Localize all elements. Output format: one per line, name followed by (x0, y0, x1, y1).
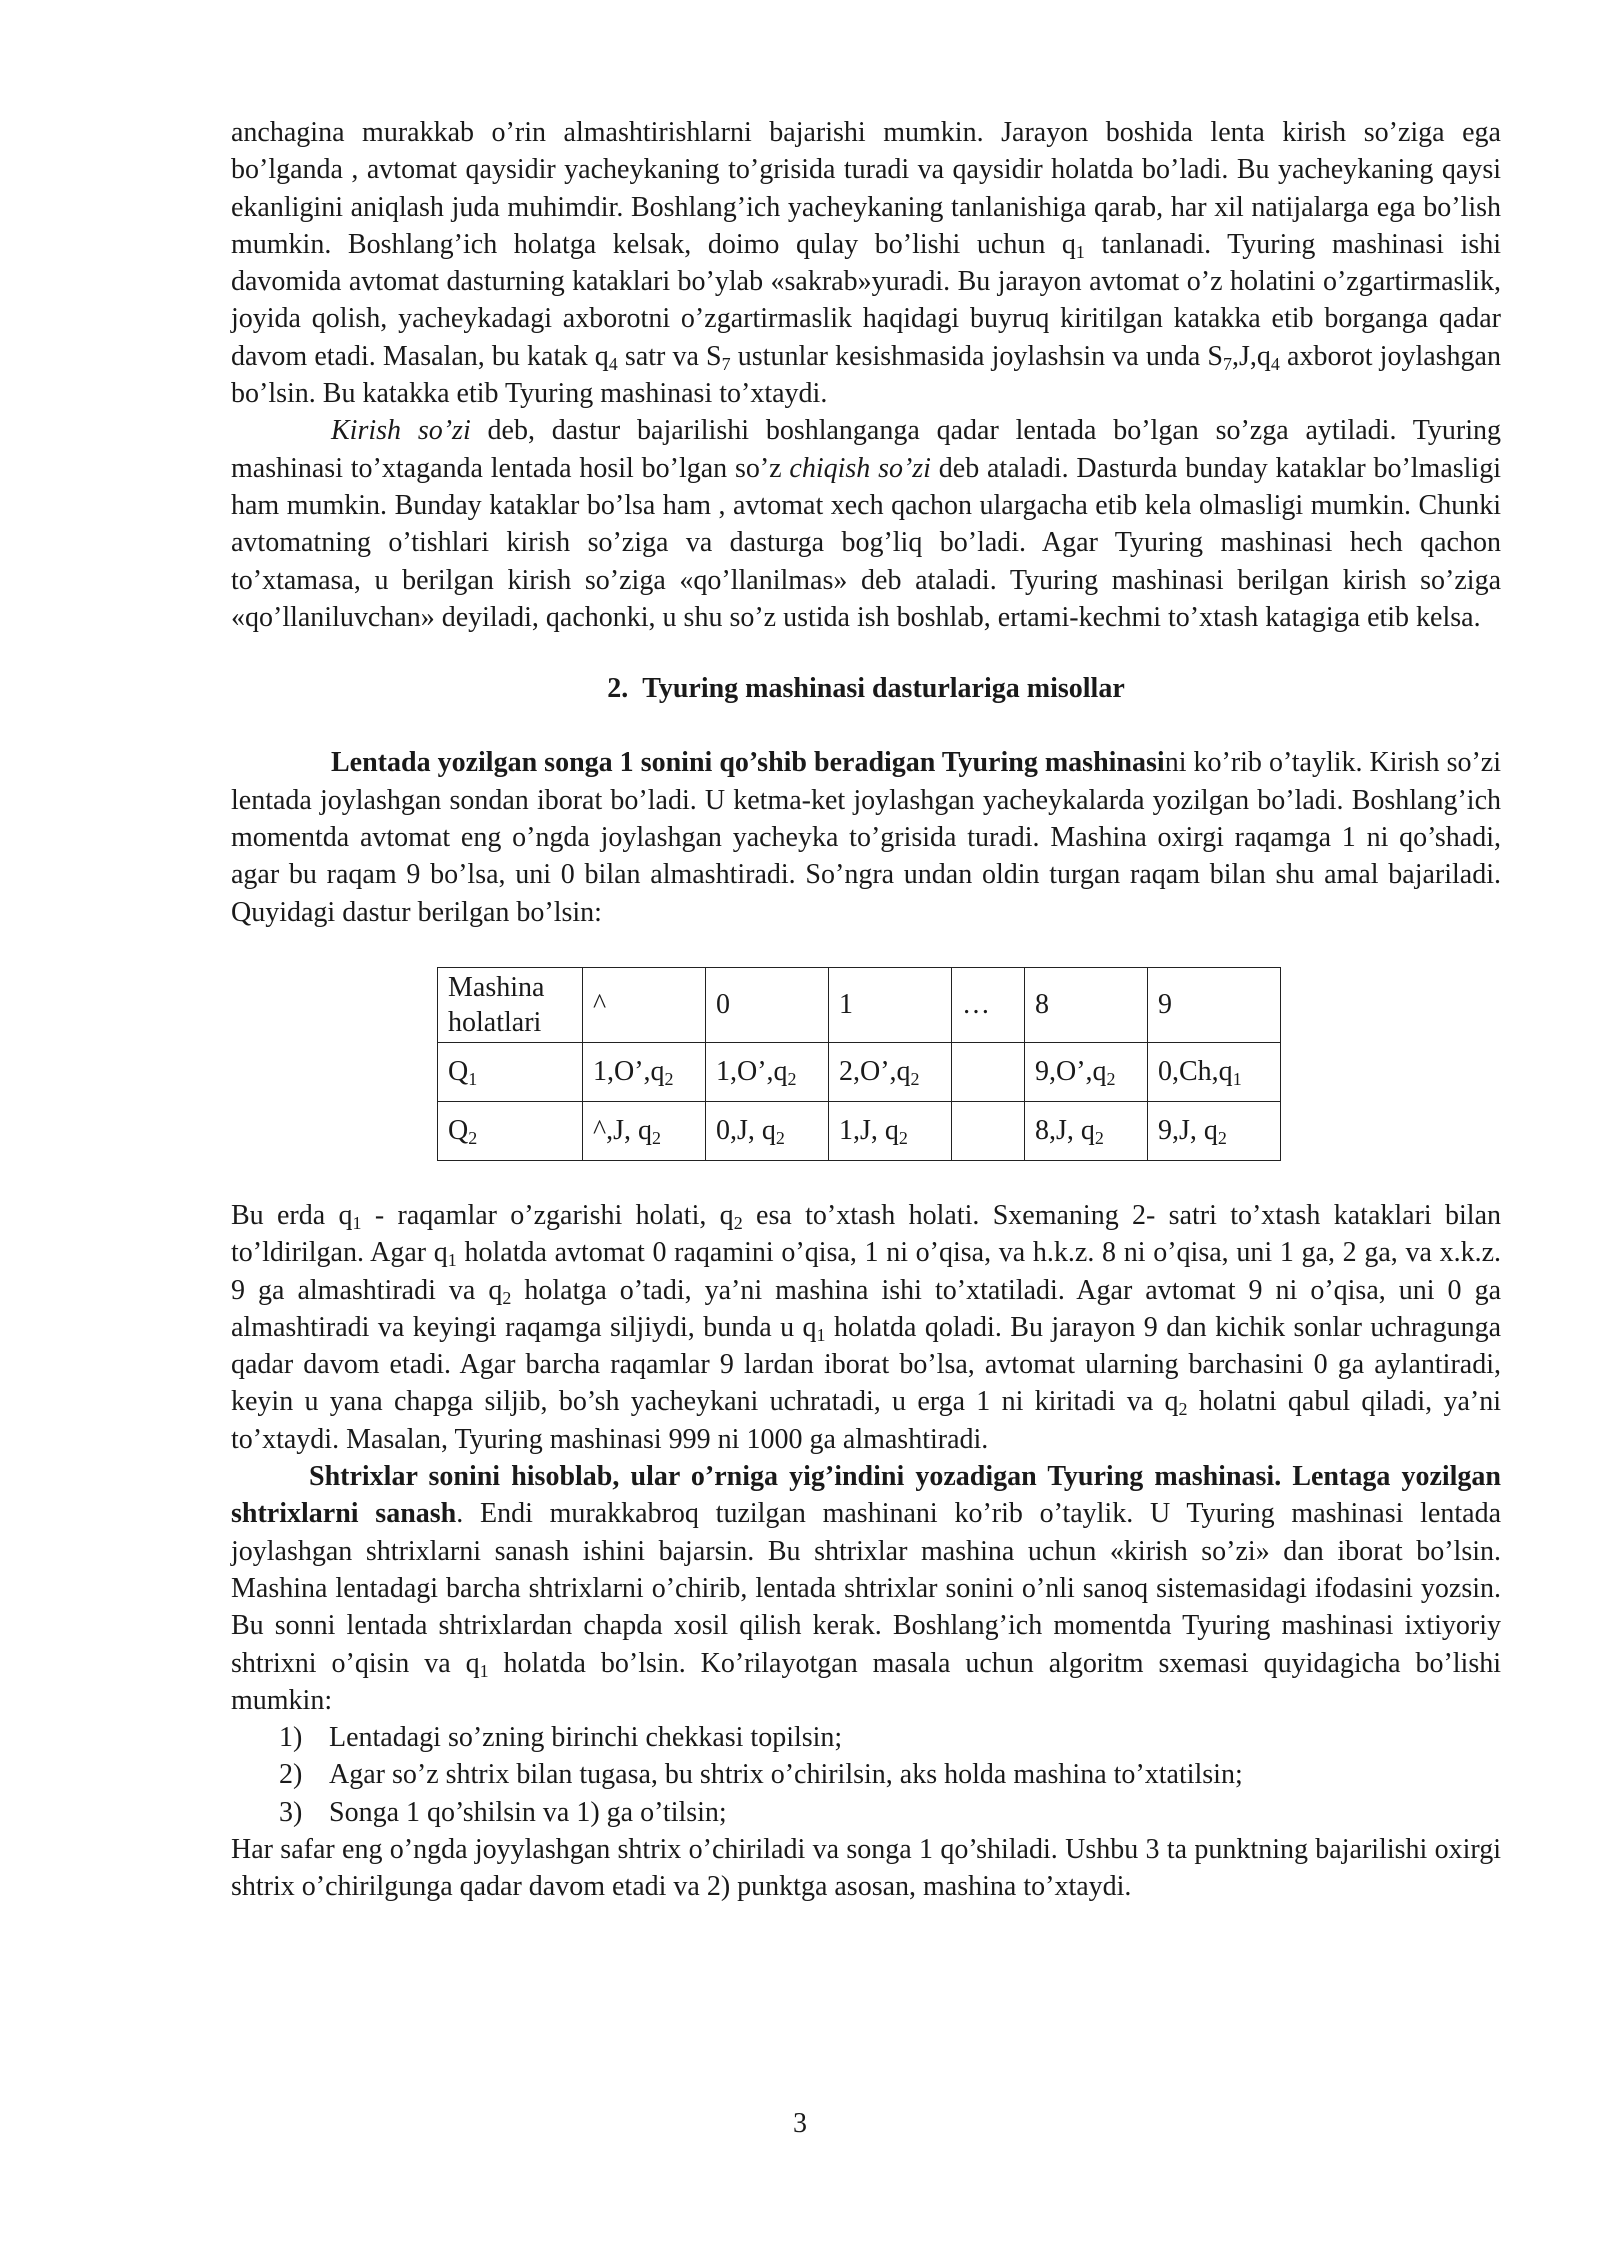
subscript: 1 (816, 1324, 826, 1345)
list-number: 1) (279, 1722, 303, 1754)
table-cell (952, 1042, 1025, 1101)
table-cell (952, 1101, 1025, 1160)
table-cell: 9,J, $q_2$ (1148, 1101, 1281, 1160)
table-row (438, 1042, 1281, 1101)
subscript: 7 (1222, 353, 1232, 374)
subscript: 1 (352, 1212, 362, 1233)
subscript: 2 (1178, 1399, 1188, 1420)
program-table (437, 967, 1281, 1161)
paragraph-3 (231, 744, 1501, 930)
text-run: satr va S (617, 340, 722, 372)
subscript: 1 (1075, 241, 1085, 262)
list-number: 2) (279, 1759, 303, 1791)
table-cell: ^,J, $q_2$ (583, 1101, 706, 1160)
paragraph-6: Har safar eng o’ngda joyylashgan shtrix o’chiriladi va songa 1 qo’shiladi. Ushbu 3 ta punktning bajarilishi oxirgi shtrix o’chirilgunga qadar davom etadi va 2) punktga asosan, mashina to’xtaydi. (231, 1833, 1501, 1903)
text-run: axborot joylashgan bo’lsin. Bu katakka etib Tyuring mashinasi to’xtaydi. (231, 340, 1501, 410)
list-text: Songa 1 qo’shilsin va 1) ga o’tilsin; (329, 1796, 727, 1828)
bold-run: Shtrixlar sonini hisoblab, ular o’rniga yig’indini yozadigan Tyuring mashinasi. Lentaga yozilgan shtrixlarni sanash (231, 1461, 1501, 1530)
table-cell: 1,J, $q_2$ (829, 1101, 952, 1160)
list-item (231, 1719, 1501, 1756)
list-number: 3) (279, 1796, 303, 1828)
text-run: deb, dastur bajarilishi boshlanganga qadar lentada bo’lgan so’zga aytiladi. Tyuring mashinasi to’xtaganda lentada hosil bo’lgan so’z (231, 415, 1501, 484)
subscript: 1 (447, 1250, 457, 1271)
subscript: 4 (1270, 353, 1280, 374)
term-italic: Kirish so’zi (331, 415, 471, 447)
paragraph-1 (231, 114, 1501, 412)
table-header-cell: 1 (829, 967, 952, 1042)
subscript: 2 (502, 1287, 512, 1308)
text-run: tanlanadi. Tyuring mashinasi ishi davomida avtomat dasturning kataklari bo’ylab «sakrab»yuradi. Bu jarayon avtomat o’z holatini o’zgartirmaslik, joyida qolish, yacheykadagi axborotni o’zgartirmaslik haqidagi buyruq kiritilgan katakka etib borganga qadar davom etadi. Masalan, bu katak q (231, 228, 1501, 372)
table-header-cell: 0 (706, 967, 829, 1042)
table-header-cell: 9 (1148, 967, 1281, 1042)
text-run: holatda qoladi. Bu jarayon 9 dan kichik sonlar uchragunga qadar davom etadi. Agar barcha raqamlar 9 lardan iborat bo’lsa, avtomat ularning barchasini 0 ga aylantiradi, keyin u yana chapga siljib, bo’sh yacheykani uchratadi, u erga 1 ni kiritadi va q (231, 1311, 1502, 1418)
table-cell: $9,O’,q_2$ (1025, 1042, 1148, 1101)
bold-run: Lentada yozilgan songa 1 sonini qo’shib beradigan Tyuring mashinasi (331, 747, 1165, 779)
table-cell: 8,J, $q_2$ (1025, 1101, 1148, 1160)
table-cell: $0,Ch,q_1$ (1148, 1042, 1281, 1101)
table-cell: $1,O’,q_2$ (706, 1042, 829, 1101)
text-run: holatga o’tadi, ya’ni mashina ishi to’xtatiladi. Agar avtomat 9 ni o’qisa, uni 0 ga almashtiradi va keyingi raqamga siljiydi, bunda u q (231, 1274, 1502, 1343)
document-page (231, 114, 1501, 1906)
table-header-cell: … (952, 967, 1025, 1042)
subscript: 4 (608, 353, 618, 374)
text-run: . Endi murakkabroq tuzilgan mashinani ko’rib o’taylik. U Tyuring mashinasi lentada joylashgan shtrixlarni sanash ishini bajarsin. Bu shtrixlar mashina uchun «kirish so’zi» dan iborat bo’lsin. Mashina lentadagi barcha shtrixlarni o’chirib, lentada shtrixlar sonini o’nli sanoq sistemasidagi ifodasini yozsin. Bu sonni lentada shtrixlardan chapda xosil qilish kerak. Boshlang’ich momentda Tyuring mashinasi ixtiyoriy shtrixni o’qisin va q (231, 1498, 1501, 1679)
table-cell: 0,J, $q_2$ (706, 1101, 829, 1160)
table-header-cell: ^ (583, 967, 706, 1042)
table-cell: $2,O’,q_2$ (829, 1042, 952, 1101)
list-item (231, 1794, 1501, 1831)
term-italic: chiqish so’zi (789, 452, 931, 484)
text-run: deb ataladi. Dasturda bunday kataklar bo’lmasligi ham mumkin. Bunday kataklar bo’lsa ham , avtomat xech qachon ulargacha etib kela olmasligi mumkin. Chunki avtomatning o’tishlari kirish so’ziga va dasturga bog’liq bo’ladi. Agar Tyuring mashinasi hech qachon to’xtamasa, u berilgan kirish so’ziga «qo’llanilmas» deb ataladi. Tyuring mashinasi berilgan kirish so’ziga «qo’llaniluvchan» deyiladi, qachonki, u shu so’z ustida ish boshlab, ertami-kechmi to’xtash katagiga etib kelsa. (231, 452, 1501, 633)
text-run: holatda avtomat 0 raqamini o’qisa, 1 ni o’qisa, va h.k.z. 8 ni o’qisa, uni 1 ga, 2 ga, va x.k.z. 9 ga almashtiradi va q (231, 1237, 1502, 1306)
text-run: esa to’xtash holati. Sxemaning 2- satri to’xtash kataklari bilan to’ldirilgan. Agar q (231, 1199, 1501, 1269)
section-heading (231, 670, 1501, 707)
table-header-cell: Mashina holatlari (438, 967, 583, 1042)
subscript: 1 (479, 1660, 489, 1681)
text-run: ustunlar kesishmasida joylashsin va unda S (730, 340, 1223, 372)
section-title: Tyuring mashinasi dasturlariga misollar (642, 673, 1125, 705)
table-header-row (438, 967, 1281, 1042)
paragraph-2 (231, 412, 1501, 636)
subscript: 7 (721, 353, 731, 374)
text-run: holatda bo’lsin. Ko’rilayotgan masala uchun algoritm sxemasi quyidagicha bo’lishi mumkin: (231, 1647, 1502, 1716)
text-run: ni ko’rib o’taylik. Kirish so’zi lentada joylashgan sondan iborat bo’ladi. U ketma-ket joylashgan yacheykalarda yozilgan bo’ladi. Boshlang’ich momentda avtomat eng o’ngda joylashgan yacheyka to’grisida turadi. Mashina oxirgi raqamga 1 ni qo’shadi, agar bu raqam 9 bo’lsa, uni 0 bilan almashtiradi. So’ngra undan oldin turgan raqam bilan shu amal bajariladi. Quyidagi dastur berilgan bo’lsin: (231, 747, 1501, 928)
list-text: Agar so’z shtrix bilan tugasa, bu shtrix o’chirilsin, aks holda mashina to’xtatilsin; (329, 1759, 1243, 1791)
state-cell: $Q_2$ (438, 1101, 583, 1160)
paragraph-4 (231, 1197, 1501, 1458)
state-cell: $Q_1$ (438, 1042, 583, 1101)
list-text: Lentadagi so’zning birinchi chekkasi topilsin; (329, 1722, 843, 1754)
page-number: 3 (793, 2108, 807, 2139)
text-run: ,J,q (1231, 340, 1271, 372)
subscript: 2 (733, 1212, 743, 1233)
table-header-cell: 8 (1025, 967, 1148, 1042)
table-row (438, 1101, 1281, 1160)
text-run: anchagina murakkab o’rin almashtirishlarni bajarishi mumkin. Jarayon boshida lenta kirish so’ziga ega bo’lganda , avtomat qaysidir yacheykaning to’grisida turadi va qaysidir holatda bo’ladi. Bu yacheykaning qaysi ekanligini aniqlash juda muhimdir. Boshlang’ich yacheykaning tanlanishiga qarab, har xil natijalarga ega bo’lish mumkin. Boshlang’ich holatga kelsak, doimo qulay bo’lishi uchun q (231, 117, 1501, 260)
section-number: 2. (607, 673, 629, 705)
text-run: holatni qabul qiladi, ya’ni to’xtaydi. Masalan, Tyuring mashinasi 999 ni 1000 ga almashtiradi. (231, 1386, 1501, 1455)
text-run: Bu erda q (231, 1199, 353, 1231)
list-item (231, 1756, 1501, 1793)
paragraph-5 (231, 1458, 1501, 1719)
algorithm-steps-list (231, 1719, 1501, 1831)
table-cell: $1,O’,q_2$ (583, 1042, 706, 1101)
text-run: - raqamlar o’zgarishi holati, q (361, 1199, 734, 1231)
